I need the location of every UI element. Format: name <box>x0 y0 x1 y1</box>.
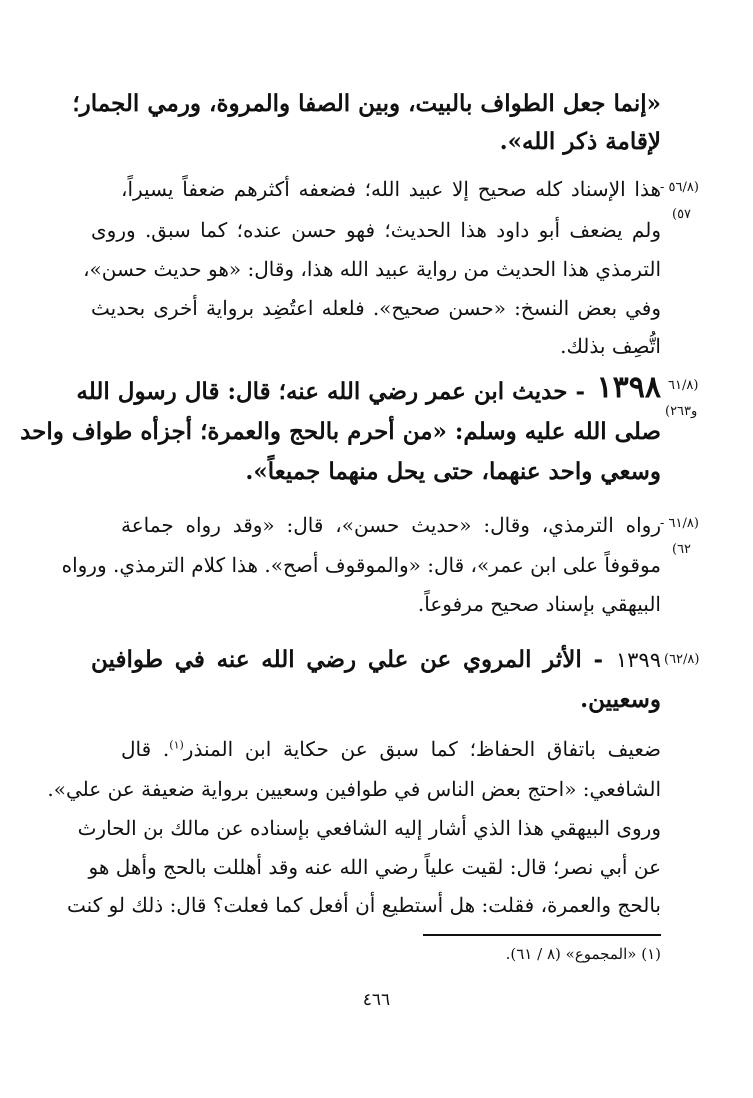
ref-label-athar-1399: (٦٢/٨) <box>664 652 700 667</box>
page-number: ٤٦٦ <box>362 990 391 1010</box>
ref-label-hadith-1398a: (٦١/٨ <box>668 378 699 393</box>
hadith-1398-line-1: - حديث ابن عمر رضي الله عنه؛ قال: قال رسول الله <box>76 378 585 405</box>
hadith-tail-line-2: لإقامة ذكر الله». <box>499 128 661 155</box>
commentary-3-line-5: بالحج والعمرة، فقلت: هل أستطيع أن أفعل كما فعلت؟ قال: ذلك لو كنت <box>67 893 661 917</box>
ref-label-commentary-2a: (٦١/٨ - <box>660 516 699 531</box>
ref-label-commentary-2b: ٦٢) <box>672 542 692 557</box>
commentary-1-line-4: وفي بعض النسخ: «حسن صحيح». فلعله اعتُضِد برواية أخرى بحديث <box>91 296 661 320</box>
commentary-1-line-3: الترمذي هذا الحديث من رواية عبيد الله هذا، وقال: «هو حديث حسن»، <box>83 257 661 281</box>
commentary-3-line-1-text: ضعيف باتفاق الحفاظ؛ كما سبق عن حكاية ابن المنذر <box>183 737 661 761</box>
commentary-3-line-3: وروى البيهقي هذا الذي أشار إليه الشافعي بإسناده عن مالك بن الحارث <box>77 816 661 840</box>
footnote-divider <box>423 934 661 936</box>
commentary-2-line-2: موقوفاً على ابن عمر»، قال: «والموقوف أصح». هذا كلام الترمذي. ورواه <box>61 553 661 577</box>
commentary-1-line-1: هذا الإسناد كله صحيح إلا عبيد الله؛ فضعفه أكثرهم ضعفاً يسيراً، <box>121 177 661 201</box>
athar-1399-line-2: وسعيين. <box>580 686 661 713</box>
hadith-1398-line-2: صلى الله عليه وسلم: «من أحرم بالحج والعمرة؛ أجزأه طواف واحد <box>20 418 661 445</box>
athar-number-1399: ١٣٩٩ <box>615 648 661 672</box>
commentary-3-line-1 <box>121 737 661 761</box>
ref-label-commentary-1a: (٥٦/٨ - <box>660 180 699 195</box>
ref-label-commentary-1b: ٥٧) <box>672 207 692 222</box>
ref-label-hadith-1398b: و٢٦٣) <box>665 404 698 419</box>
hadith-1398-line-3: وسعي واحد عنهما، حتى يحل منهما جميعاً». <box>245 458 661 485</box>
commentary-1-line-5: اتُّصِف بذلك. <box>560 334 661 358</box>
footnote-marker: (١) <box>169 738 184 752</box>
commentary-2-line-3: البيهقي بإسناد صحيح مرفوعاً. <box>417 592 661 616</box>
commentary-3-line-4: عن أبي نصر؛ قال: لقيت علياً رضي الله عنه وقد أهللت بالحج وأهل هو <box>88 855 661 879</box>
commentary-1-line-2: ولم يضعف أبو داود هذا الحديث؛ فهو حسن عنده؛ كما سبق. وروى <box>91 218 661 242</box>
commentary-3-line-1-tail: . قال <box>121 737 170 761</box>
hadith-tail-line-1: «إنما جعل الطواف بالبيت، وبين الصفا والمروة، ورمي الجمار؛ <box>72 90 661 117</box>
commentary-3-line-2: الشافعي: «احتج بعض الناس في طوافين وسعيين برواية ضعيفة عن علي». <box>47 777 661 801</box>
footnote-1: (١) «المجموع» (٨ / ٦١). <box>505 945 661 963</box>
athar-1399-line-1: - الأثر المروي عن علي رضي الله عنه في طوافين <box>91 646 603 673</box>
hadith-number-1398: ١٣٩٨ <box>596 370 661 405</box>
commentary-2-line-1: رواه الترمذي، وقال: «حديث حسن»، قال: «وقد رواه جماعة <box>121 513 661 537</box>
